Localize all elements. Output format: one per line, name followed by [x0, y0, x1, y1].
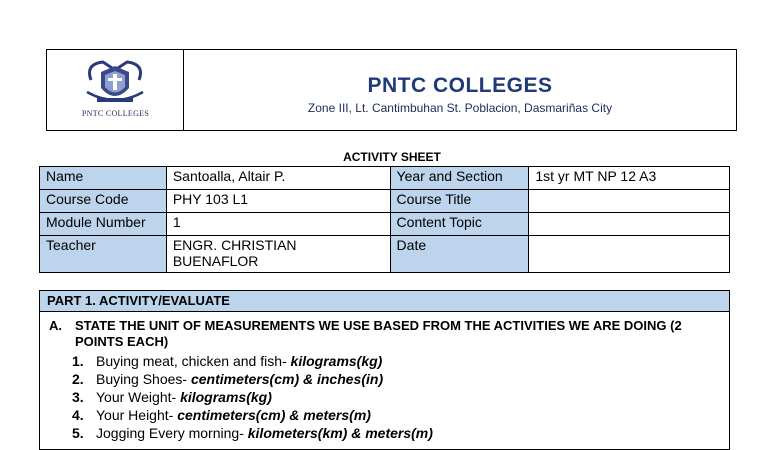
info-table [39, 166, 730, 273]
instruction-block [49, 318, 689, 350]
content-topic-label: Content Topic [390, 213, 529, 236]
teacher-first-line: ENGR. CHRISTIAN [172, 237, 297, 253]
sheet-title: ACTIVITY SHEET [343, 150, 441, 164]
item-number: 4. [72, 407, 84, 423]
answer-list [72, 352, 433, 442]
course-code-value[interactable]: PHY 103 L1 [166, 190, 390, 213]
item-answer[interactable]: kilometers(km) & meters(m) [247, 425, 433, 441]
teacher-value[interactable] [166, 236, 390, 273]
year-value[interactable]: 1st yr MT NP 12 A3 [529, 167, 730, 190]
content-topic-value[interactable] [529, 213, 730, 236]
item-question: Jogging Every morning- [96, 425, 244, 441]
list-item [72, 352, 433, 370]
teacher-second-line: BUENAFLOR [172, 253, 259, 269]
logo-caption: PNTC COLLEGES [81, 109, 150, 118]
college-name: PNTC COLLEGES [367, 74, 553, 97]
date-label: Date [390, 236, 529, 273]
year-label: Year and Section [390, 167, 529, 190]
item-number: 5. [72, 425, 84, 441]
item-answer[interactable]: kilograms(kg) [290, 353, 383, 369]
part-1-heading: PART 1. ACTIVITY/EVALUATE [40, 291, 729, 312]
course-title-label: Course Title [390, 190, 529, 213]
item-question: Your Weight- [96, 389, 177, 405]
table-row [40, 213, 730, 236]
part-1-section [39, 290, 730, 450]
item-answer[interactable]: centimeters(cm) & meters(m) [177, 407, 371, 423]
course-code-label: Course Code [40, 190, 167, 213]
list-item [72, 370, 433, 388]
module-label: Module Number [40, 213, 167, 236]
table-row [40, 236, 730, 273]
list-item [72, 406, 433, 424]
item-number: 1. [72, 353, 84, 369]
name-label: Name [40, 167, 167, 190]
list-item [72, 424, 433, 442]
list-item [72, 388, 433, 406]
item-question: Buying Shoes- [96, 371, 188, 387]
item-question: Your Height- [96, 407, 174, 423]
college-seal-icon [77, 58, 153, 108]
logo-cell [47, 50, 184, 130]
item-number: 2. [72, 371, 84, 387]
instruction-text: STATE THE UNIT OF MEASUREMENTS WE USE BASED FROM THE ACTIVITIES WE ARE DOING (2 POINTS EACH) [75, 318, 682, 349]
name-value[interactable]: Santoalla, Altair P. [166, 167, 390, 190]
instruction-letter: A. [49, 318, 62, 333]
table-row [40, 190, 730, 213]
date-value[interactable] [529, 236, 730, 273]
letterhead [46, 49, 737, 131]
table-row [40, 167, 730, 190]
item-number: 3. [72, 389, 84, 405]
course-title-value[interactable] [529, 190, 730, 213]
teacher-label: Teacher [40, 236, 167, 273]
item-question: Buying meat, chicken and fish- [96, 353, 287, 369]
college-address: Zone III, Lt. Cantimbuhan St. Poblacion, Dasmariñas City [307, 101, 613, 115]
module-value[interactable]: 1 [166, 213, 390, 236]
item-answer[interactable]: kilograms(kg) [180, 389, 272, 405]
item-answer[interactable]: centimeters(cm) & inches(in) [190, 371, 384, 387]
